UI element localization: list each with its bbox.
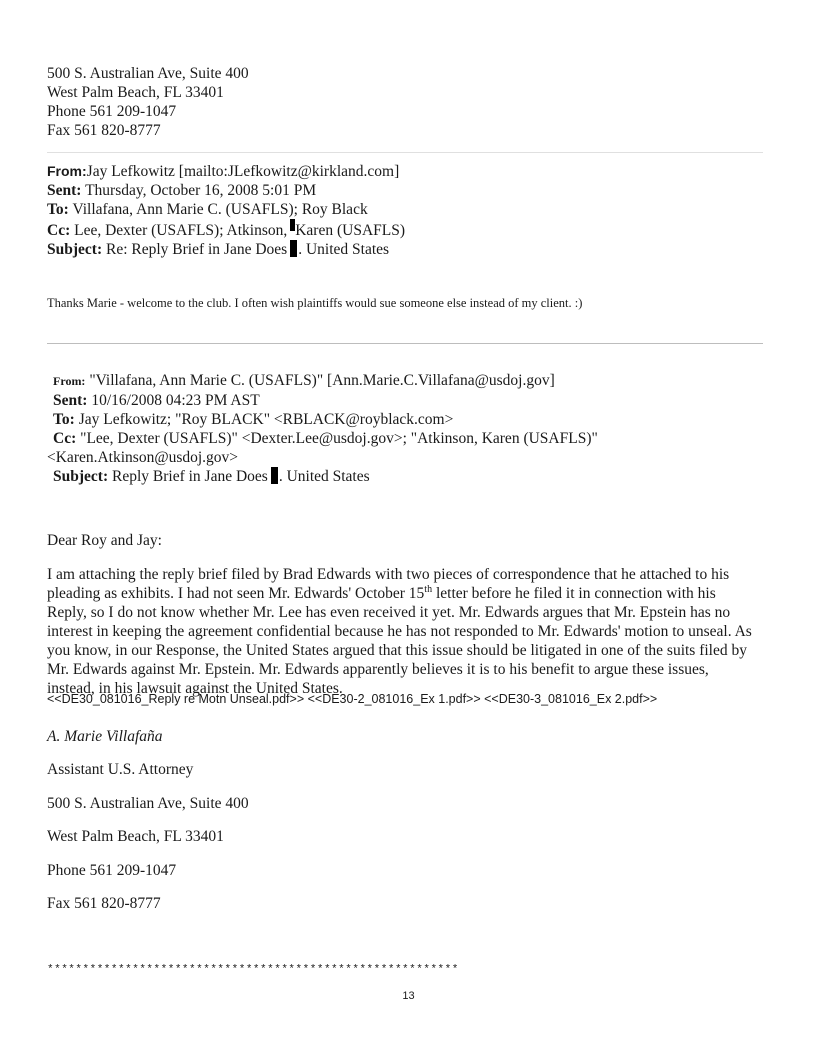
reply-sent-label: Sent:	[47, 182, 82, 199]
signature-title: Assistant U.S. Attorney	[47, 761, 194, 778]
signature-name: A. Marie Villafaña	[47, 728, 163, 745]
orig-sent-row	[53, 391, 598, 410]
top-phone: Phone 561 209-1047	[47, 103, 177, 120]
reply-email-header	[47, 162, 405, 259]
reply-cc-label: Cc:	[47, 222, 71, 239]
paragraph-text-b: letter before he filed it in connection with his Reply, so I do not know whether Mr. Lee has even received it yet. Mr. Edwards argues that Mr. Epstein has no interest in keeping the agreement confidential because he has not responded to Mr. Edwards' motion to unseal. As you know, in our Response, the United States argued that this issue should be litigated in one of the suits filed by Mr. Edwards against Mr. Epstein. Mr. Edwards apparently believes it is to his benefit to argue these issues, instead, in his lawsuit against the United States.	[47, 585, 752, 697]
reply-to-label: To:	[47, 201, 69, 218]
reply-cc-row	[47, 219, 405, 240]
reply-subject-label: Subject:	[47, 241, 103, 258]
reply-from-value: Jay Lefkowitz [mailto:JLefkowitz@kirkland.com]	[86, 163, 400, 180]
reply-cc-value-b: Karen (USAFLS)	[295, 222, 406, 239]
orig-from-value: "Villafana, Ann Marie C. (USAFLS)" [Ann.Marie.C.Villafana@usdoj.gov]	[89, 372, 555, 389]
asterisk-divider: **********************************************************	[47, 964, 459, 976]
top-address-line1: 500 S. Australian Ave, Suite 400	[47, 65, 249, 82]
orig-subject-label: Subject:	[53, 468, 109, 485]
orig-to-row	[53, 410, 598, 429]
orig-to-value: Jay Lefkowitz; "Roy BLACK" <RBLACK@royblack.com>	[78, 411, 454, 428]
orig-sent-label: Sent:	[53, 392, 88, 409]
thread-divider	[47, 343, 763, 344]
header-divider	[47, 152, 763, 153]
top-address-line2: West Palm Beach, FL 33401	[47, 84, 224, 101]
ordinal-suffix: th	[424, 583, 433, 595]
orig-subject-value-b: . United States	[278, 468, 370, 485]
top-signature	[47, 64, 249, 140]
salutation: Dear Roy and Jay:	[47, 532, 162, 549]
signature-address-line2: West Palm Beach, FL 33401	[47, 828, 224, 845]
reply-subject-value-b: . United States	[298, 241, 390, 258]
reply-from-row	[47, 162, 405, 181]
original-email-header	[47, 371, 598, 486]
reply-sent-row	[47, 181, 405, 200]
orig-subject-value-a: Reply Brief in Jane Does	[111, 468, 268, 485]
reply-subject-value-a: Re: Reply Brief in Jane Does	[105, 241, 288, 258]
orig-subject-row	[53, 467, 598, 486]
signature-fax: Fax 561 820-8777	[47, 895, 161, 912]
letter-paragraph	[47, 565, 757, 698]
signature-phone: Phone 561 209-1047	[47, 862, 177, 879]
top-fax: Fax 561 820-8777	[47, 122, 161, 139]
orig-cc-continuation: <Karen.Atkinson@usdoj.gov>	[47, 449, 239, 466]
orig-to-label: To:	[53, 411, 75, 428]
reply-body: Thanks Marie - welcome to the club. I often wish plaintiffs would sue someone else instead of my client. :)	[47, 296, 583, 310]
orig-cc-row	[53, 429, 598, 448]
reply-sent-value: Thursday, October 16, 2008 5:01 PM	[85, 182, 317, 199]
orig-cc-value: "Lee, Dexter (USAFLS)" <Dexter.Lee@usdoj.gov>; "Atkinson, Karen (USAFLS)"	[80, 430, 598, 447]
orig-cc-label: Cc:	[53, 430, 77, 447]
reply-cc-value-a: Lee, Dexter (USAFLS); Atkinson,	[74, 222, 288, 239]
signature-address-line1: 500 S. Australian Ave, Suite 400	[47, 795, 249, 812]
attachment-list: <<DE30_081016_Reply re Motn Unseal.pdf>> <<DE30-2_081016_Ex 1.pdf>> <<DE30-3_081016_Ex 2.pdf>>	[47, 692, 658, 706]
paragraph-text-a: I am attaching the reply brief filed by Brad Edwards with two pieces of correspondence that he attached to his pleading as exhibits. I had not seen Mr. Edwards' October 15	[47, 566, 730, 602]
orig-sent-value: 10/16/2008 04:23 PM AST	[91, 392, 260, 409]
reply-subject-row	[47, 240, 405, 259]
redaction-bar	[271, 467, 278, 484]
reply-to-value: Villafana, Ann Marie C. (USAFLS); Roy Black	[72, 201, 368, 218]
reply-to-row	[47, 200, 405, 219]
orig-from-row	[53, 371, 598, 391]
orig-from-label: From:	[53, 374, 86, 388]
reply-from-label: From:	[47, 163, 87, 179]
redaction-bar	[290, 240, 297, 257]
page-number: 13	[402, 990, 415, 1002]
